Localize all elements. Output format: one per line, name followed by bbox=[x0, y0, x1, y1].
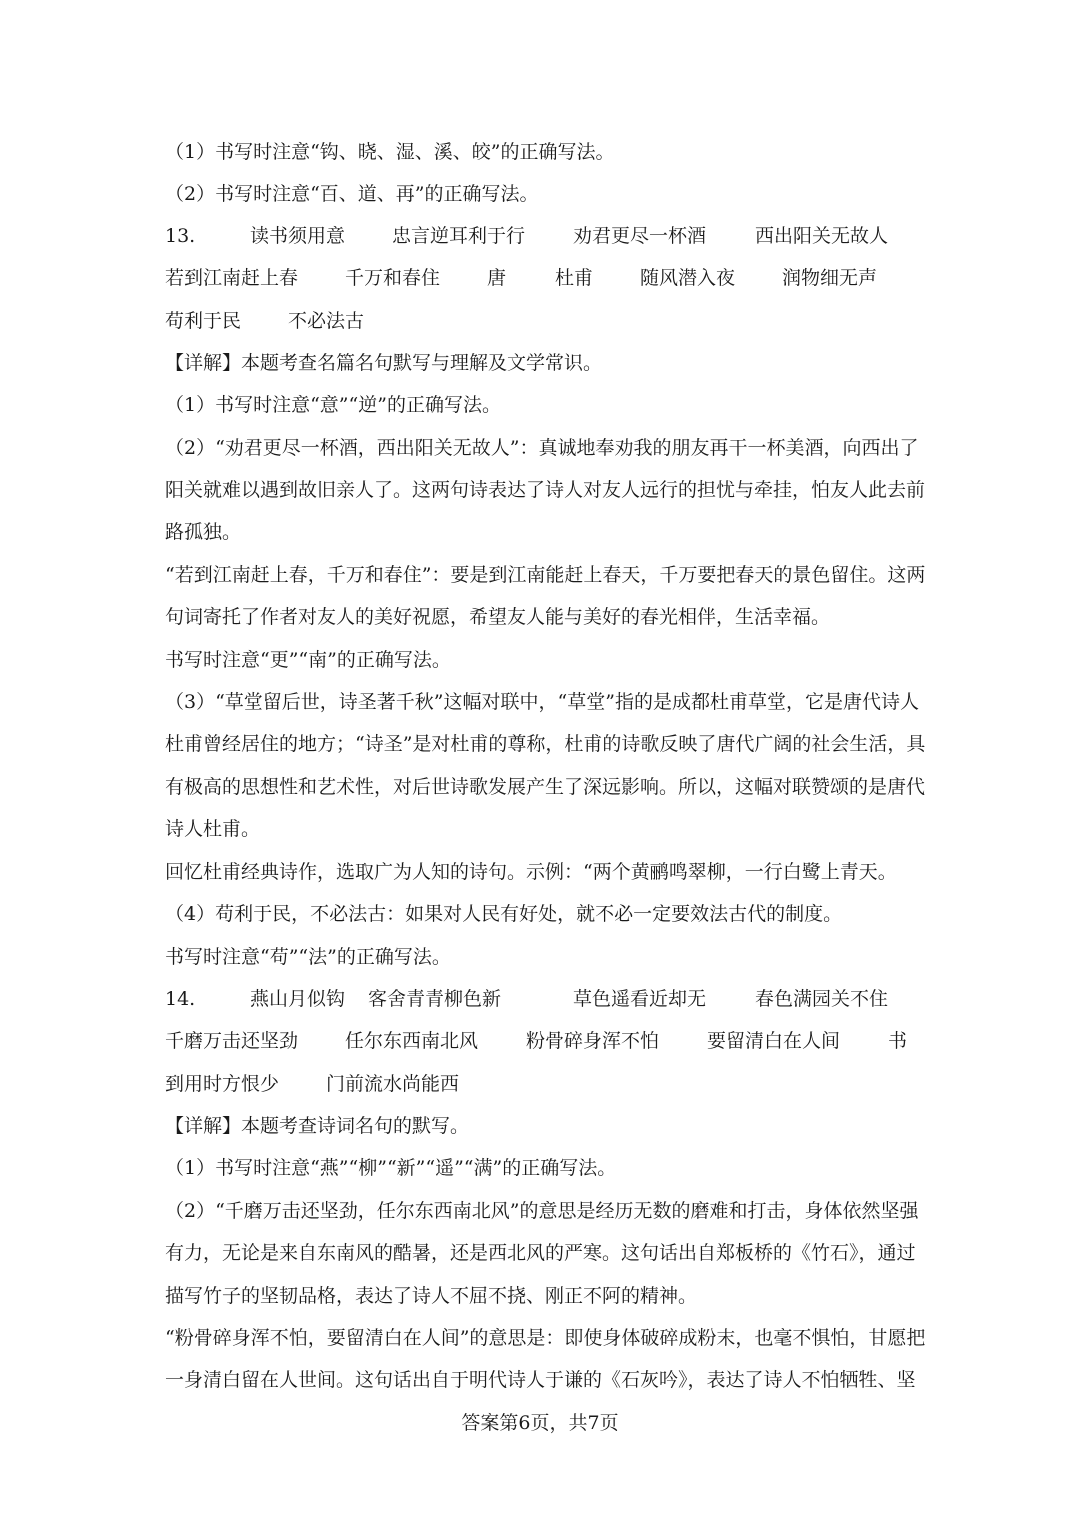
text-line: 杜甫曾经居住的地方；“诗圣”是对杜甫的尊称，杜甫的诗歌反映了唐代广阔的社会生活，具 bbox=[165, 733, 925, 755]
text-line: （1）书写时注意“钩、晓、湿、溪、皎”的正确写法。 bbox=[165, 141, 615, 163]
text-line: （3）“草堂留后世，诗圣著千秋”这幅对联中，“草堂”指的是成都杜甫草堂，它是唐代诗人 bbox=[165, 691, 919, 713]
text-line: （2）“劝君更尽一杯酒，西出阳关无故人”：真诚地奉劝我的朋友再干一杯美酒，向西出了 bbox=[165, 437, 919, 459]
text-line: （1）书写时注意“燕”“柳”“新”“遥”“满”的正确写法。 bbox=[165, 1157, 617, 1179]
answer-blank: 任尔东西南北风 bbox=[345, 1030, 479, 1052]
answer-blank: 若到江南赶上春 bbox=[165, 267, 299, 289]
text-line: 句词寄托了作者对友人的美好祝愿，希望友人能与美好的春光相伴，生活幸福。 bbox=[165, 606, 831, 628]
text-line: 有力，无论是来自东南风的酷暑，还是西北风的严寒。这句话出自郑板桥的《竹石》，通过 bbox=[165, 1242, 916, 1264]
answer-blank: 唐 bbox=[487, 267, 507, 289]
answer-blank: 劝君更尽一杯酒 bbox=[573, 225, 707, 247]
question-number: 13. bbox=[165, 225, 196, 247]
q13-answer-row-3 bbox=[165, 307, 925, 335]
text-line: 描写竹子的坚韧品格，表达了诗人不屈不挠、刚正不阿的精神。 bbox=[165, 1285, 698, 1307]
answer-blank: 燕山月似钩 bbox=[250, 988, 346, 1010]
answer-blank: 门前流水尚能西 bbox=[326, 1073, 460, 1095]
text-line: 有极高的思想性和艺术性，对后世诗歌发展产生了深远影响。所以，这幅对联赞颂的是唐代 bbox=[165, 776, 925, 798]
text-line: 一身清白留在人世间。这句话出自于明代诗人于谦的《石灰吟》，表达了诗人不怕牺牲、坚 bbox=[165, 1369, 916, 1391]
answer-blank: 春色满园关不住 bbox=[755, 988, 889, 1010]
q13-answer-row-1 bbox=[165, 222, 925, 250]
answer-blank: 忠言逆耳利于行 bbox=[392, 225, 526, 247]
text-line: 【详解】本题考查名篇名句默写与理解及文学常识。 bbox=[165, 352, 603, 374]
answer-blank: 千万和春住 bbox=[345, 267, 441, 289]
answer-blank: 润物细无声 bbox=[782, 267, 878, 289]
q13-answer-row-2 bbox=[165, 264, 925, 292]
text-line: （4）苟利于民，不必法古：如果对人民有好处，就不必一定要效法古代的制度。 bbox=[165, 903, 843, 925]
q14-answer-row-1 bbox=[165, 985, 925, 1013]
answer-blank: 要留清白在人间 bbox=[707, 1030, 841, 1052]
answer-blank: 书 bbox=[888, 1030, 908, 1052]
answer-blank: 读书须用意 bbox=[250, 225, 346, 247]
answer-blank: 草色遥看近却无 bbox=[573, 988, 707, 1010]
text-line: “若到江南赶上春，千万和春住”：要是到江南能赶上春天，千万要把春天的景色留住。这两 bbox=[165, 564, 925, 586]
q14-answer-row-2 bbox=[165, 1027, 925, 1055]
question-number: 14. bbox=[165, 988, 196, 1010]
answer-blank: 粉骨碎身浑不怕 bbox=[526, 1030, 660, 1052]
answer-blank: 杜甫 bbox=[555, 267, 594, 289]
text-line: 回忆杜甫经典诗作，选取广为人知的诗句。示例：“两个黄鹂鸣翠柳，一行白鹭上青天。 bbox=[165, 861, 897, 883]
answer-blank: 随风潜入夜 bbox=[640, 267, 736, 289]
answer-blank: 千磨万击还坚劲 bbox=[165, 1030, 299, 1052]
text-line: （2）“千磨万击还坚劲，任尔东西南北风”的意思是经历无数的磨难和打击，身体依然坚强 bbox=[165, 1200, 919, 1222]
answer-blank: 不必法古 bbox=[288, 310, 365, 332]
answer-blank: 苟利于民 bbox=[165, 310, 242, 332]
text-line: （1）书写时注意“意”“逆”的正确写法。 bbox=[165, 394, 501, 416]
text-line: 阳关就难以遇到故旧亲人了。这两句诗表达了诗人对友人远行的担忧与牵挂，怕友人此去前 bbox=[165, 479, 925, 501]
text-line: 路孤独。 bbox=[165, 521, 242, 543]
text-line: 书写时注意“苟”“法”的正确写法。 bbox=[165, 946, 451, 968]
answer-blank: 到用时方恨少 bbox=[165, 1073, 280, 1095]
text-line: （2）书写时注意“百、道、再”的正确写法。 bbox=[165, 183, 539, 205]
text-line: 【详解】本题考查诗词名句的默写。 bbox=[165, 1115, 470, 1137]
answer-blank: 西出阳关无故人 bbox=[755, 225, 889, 247]
text-line: “粉骨碎身浑不怕，要留清白在人间”的意思是：即使身体破碎成粉末，也毫不惧怕，甘愿把 bbox=[165, 1327, 925, 1349]
page-footer: 答案第6页，共7页 bbox=[461, 1412, 619, 1434]
answer-blank: 客舍青青柳色新 bbox=[368, 988, 502, 1010]
q14-answer-row-3 bbox=[165, 1070, 925, 1098]
text-line: 诗人杜甫。 bbox=[165, 818, 261, 840]
text-line: 书写时注意“更”“南”的正确写法。 bbox=[165, 649, 451, 671]
